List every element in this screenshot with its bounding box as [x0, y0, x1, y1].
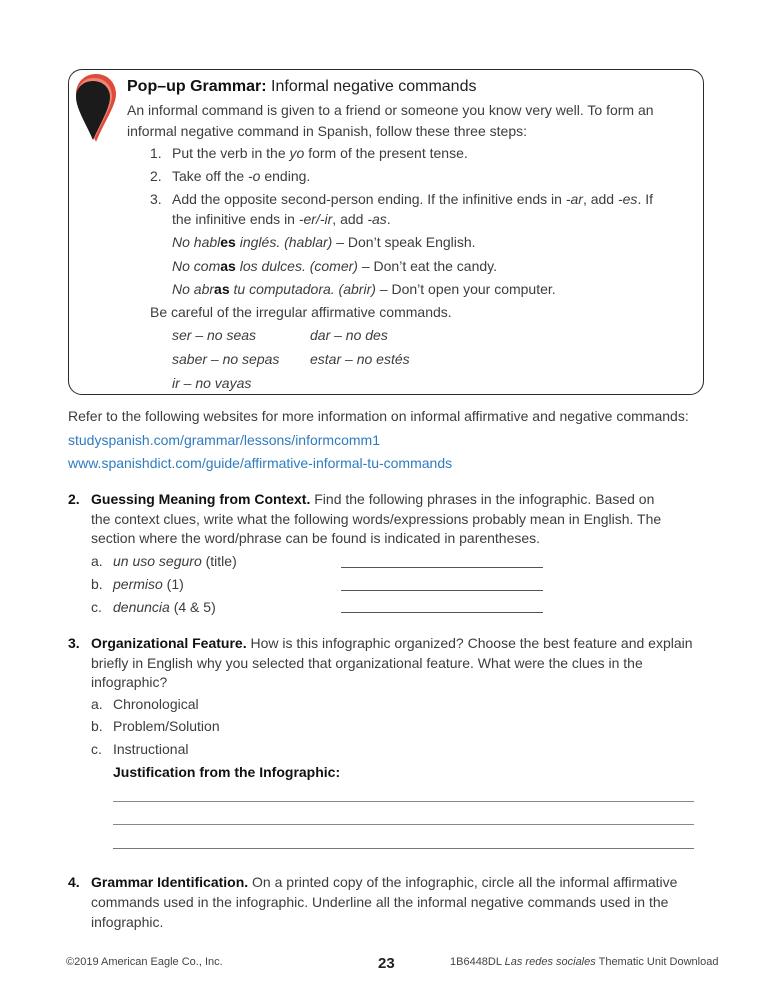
q4-line-3: infographic.	[91, 914, 164, 930]
footer-copyright: ©2019 American Eagle Co., Inc.	[66, 956, 223, 968]
example-2: No comas los dulces. (comer) – Don’t eat the candy.	[172, 258, 498, 274]
map-pin-icon	[74, 72, 118, 144]
irregular-ser: ser – no seas	[172, 327, 257, 343]
step-3-line-1: 3. Add the opposite second-person ending. If the infinitive ends in -ar, add -es. If	[150, 191, 653, 207]
step-1: 1. Put the verb in the yo form of the present tense.	[150, 145, 468, 161]
page-number: 23	[378, 955, 395, 972]
q2-line-3: section where the word/phrase can be found is indicated in parentheses.	[91, 530, 541, 546]
q3-option-a: a. Chronological	[91, 696, 199, 712]
q2-item-c: c. denuncia (4 & 5)	[91, 599, 216, 615]
answer-line-c[interactable]	[341, 612, 543, 613]
answer-line-b[interactable]	[341, 590, 543, 591]
q2-item-b: b. permiso (1)	[91, 576, 184, 592]
link-spanishdict[interactable]: www.spanishdict.com/guide/affirmative-informal-tu-commands	[68, 455, 453, 471]
irregular-saber: saber – no sepas	[172, 351, 280, 367]
irregular-ir: ir – no vayas	[172, 375, 252, 391]
irregular-estar: estar – no estés	[310, 351, 410, 367]
answer-line-a[interactable]	[341, 567, 543, 568]
q3-line-3: infographic?	[91, 674, 168, 690]
q4-line-2: commands used in the infographic. Underline all the informal negative commands used in the	[91, 894, 669, 910]
q2-line-1: 2. Guessing Meaning from Context. Find the following phrases in the infographic. Based on	[68, 491, 655, 507]
justification-line-2[interactable]	[113, 824, 694, 825]
justification-line-3[interactable]	[113, 848, 694, 849]
q3-option-b: b. Problem/Solution	[91, 718, 220, 734]
justification-line-1[interactable]	[113, 801, 694, 802]
q4-line-1: 4. Grammar Identification. On a printed copy of the infographic, circle all the informal affirmative	[68, 874, 678, 890]
grammar-intro-line-2: informal negative command in Spanish, follow these three steps:	[127, 123, 527, 139]
step-2: 2. Take off the -o ending.	[150, 168, 311, 184]
justification-label: Justification from the Infographic:	[113, 764, 341, 780]
irregular-dar: dar – no des	[310, 327, 388, 343]
q2-line-2: the context clues, write what the following words/expressions probably mean in English. The	[91, 511, 662, 527]
example-1: No hables inglés. (hablar) – Don’t speak English.	[172, 234, 476, 250]
websites-intro: Refer to the following websites for more information on informal affirmative and negative commands:	[68, 408, 689, 424]
step-3-line-2: the infinitive ends in -er/-ir, add -as.	[172, 211, 391, 227]
q3-line-2: briefly in English why you selected that organizational feature. What were the clues in the	[91, 655, 643, 671]
grammar-box-title: Pop–up Grammar: Informal negative commands	[127, 78, 477, 95]
q2-item-a: a. un uso seguro (title)	[91, 553, 237, 569]
footer-unit-title: 1B6448DL Las redes sociales Thematic Unit Download	[450, 956, 719, 968]
grammar-intro-line-1: An informal command is given to a friend or someone you know very well. To form an	[127, 102, 654, 118]
q3-option-c: c. Instructional	[91, 741, 189, 757]
irregular-note: Be careful of the irregular affirmative commands.	[150, 304, 452, 320]
link-studyspanish[interactable]: studyspanish.com/grammar/lessons/informcomm1	[68, 432, 380, 448]
example-3: No abras tu computadora. (abrir) – Don’t open your computer.	[172, 281, 556, 297]
q3-line-1: 3. Organizational Feature. How is this infographic organized? Choose the best feature and explain	[68, 635, 693, 651]
